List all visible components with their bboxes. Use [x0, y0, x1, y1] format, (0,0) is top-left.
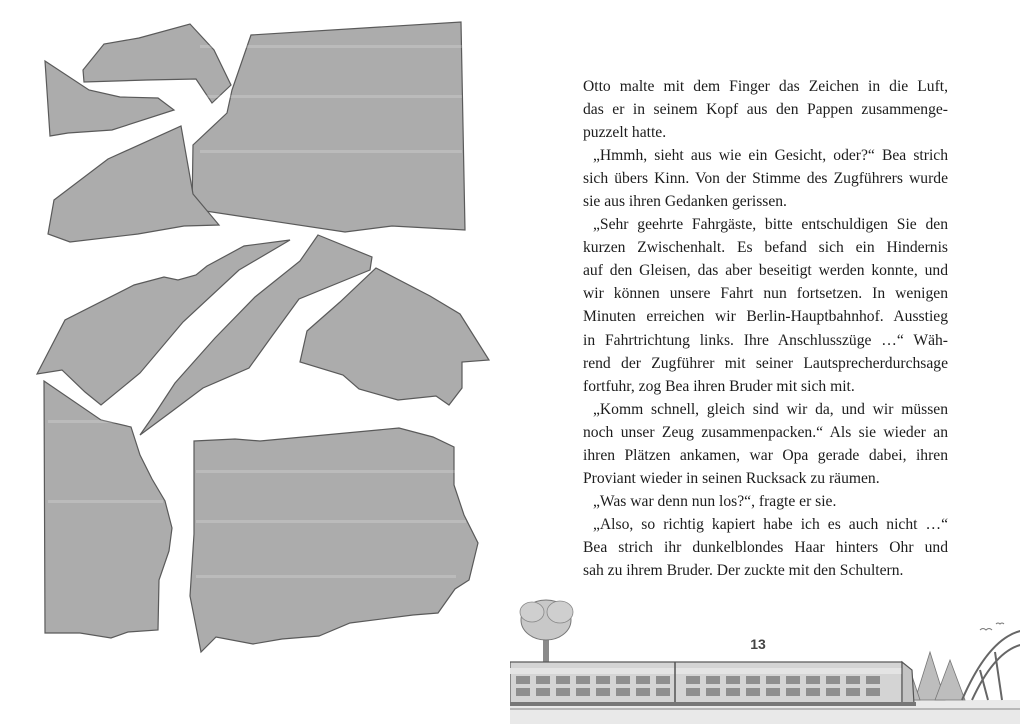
text-line: in Fahrtrichtung links. Ihre Anschlusszüge …“ Wäh-: [583, 331, 948, 349]
text-line: sah zu ihrem Bruder. Der zuckte mit den Schultern.: [583, 561, 904, 579]
cardboard-piece-1: [83, 24, 231, 103]
text-line: „Also, so richtig kapiert habe ich es auch nicht …“: [593, 515, 948, 533]
text-line: sie aus ihren Gedanken gerissen.: [583, 193, 787, 211]
text-line: wir können unsere Fahrt nun fortsetzen. In wenigen: [583, 285, 948, 303]
text-line: puzzelt hatte.: [583, 124, 667, 142]
text-line: fortfuhr, zog Bea ihren Bruder mit sich mit.: [583, 377, 855, 395]
tree-icon: [520, 600, 573, 668]
text-line: auf den Gleisen, das aber beseitigt werden konnte, und: [583, 262, 948, 280]
text-line: „Sehr geehrte Fahrgäste, bitte entschuldigen Sie den: [593, 216, 948, 234]
text-line: ihren Plätzen ankamen, war Opa gerade dabei, ihren: [583, 446, 948, 464]
story-text: [583, 75, 948, 582]
text-line: Otto malte mit dem Finger das Zeichen in die Luft,: [583, 78, 948, 95]
text-line: Minuten erreichen wir Berlin-Hauptbahnhof. Ausstieg: [583, 308, 948, 326]
text-line: „Komm schnell, gleich sind wir da, und wir müssen: [593, 400, 948, 418]
page-number: 13: [750, 636, 766, 652]
train-icon: [510, 662, 916, 706]
text-line: „Was war denn nun los?“, fragte er sie.: [593, 492, 837, 510]
text-line: Proviant wieder in seinen Rucksack zu räumen.: [583, 469, 880, 487]
train-landscape-illustration: [510, 590, 1020, 724]
birds-icon: [980, 623, 1004, 630]
text-line: das er in seinem Kopf aus den Pappen zusammenge-: [583, 101, 948, 119]
cardboard-piece-3: [192, 22, 465, 232]
cardboard-piece-7: [300, 268, 489, 405]
text-line: sich übers Kinn. Von der Stimme des Zugführers wurde: [583, 170, 948, 188]
text-line: „Hmmh, sieht aus wie ein Gesicht, oder?“ Bea strich: [593, 147, 948, 165]
text-line: noch unser Zeug zusammenpacken.“ Als sie wieder an: [583, 423, 948, 441]
text-line: rend der Zugführer mit seiner Lautsprecherdurchsage: [583, 354, 948, 372]
text-line: Bea strich ihr dunkelblondes Haar hinters Ohr und: [583, 538, 948, 556]
bridge-icon: [962, 630, 1020, 700]
text-line: kurzen Zwischenhalt. Es befand sich ein Hindernis: [583, 239, 948, 257]
cardboard-piece-9: [190, 428, 478, 652]
